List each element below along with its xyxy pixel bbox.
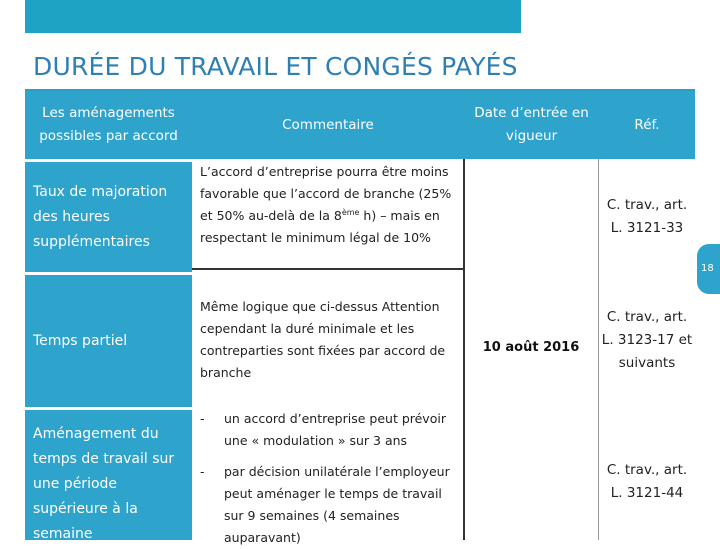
header-ref: Réf. xyxy=(599,91,695,159)
comment-temps-partiel: Même logique que ci-dessus Attention cependant la duré minimale et les contreparties sont fixées par accord de branche xyxy=(200,299,446,380)
comment-majoration-text-end: h) – mais en respectant le minimum légal de 10% xyxy=(200,208,440,245)
list-item xyxy=(200,461,458,549)
comment-majoration xyxy=(192,160,464,270)
header-amenagements: Les aménagements possibles par accord xyxy=(25,91,192,159)
ref-temps-partiel: C. trav., art. L. 3123-17 et suivants xyxy=(601,309,693,371)
comment-amenagement xyxy=(192,408,464,545)
list-item-text: par décision unilatérale l’employeur peut aménager le temps de travail sur 9 semaines (4 semaines auparavant) xyxy=(224,464,450,545)
list-dash: - xyxy=(200,464,205,479)
slide-title: DURÉE DU TRAVAIL ET CONGÉS PAYÉS xyxy=(33,52,518,81)
header-commentaire: Commentaire xyxy=(192,91,464,159)
top-accent-bar xyxy=(25,0,521,33)
list-item-text: un accord d’entreprise peut prévoir une « modulation » sur 3 ans xyxy=(224,411,446,448)
ref-amenagement: C. trav., art. L. 3121-44 xyxy=(606,462,688,501)
comment-majoration-text: L’accord d’entreprise pourra être moins favorable que l’accord de branche (25% et 50% au-delà de la 8 xyxy=(200,164,452,223)
row-label-majoration: Taux de majoration des heures supplémentaires xyxy=(25,159,192,272)
header-date-entree: Date d’entrée en vigueur xyxy=(464,91,599,159)
row-label-temps-partiel: Temps partiel xyxy=(25,272,192,407)
superscript-eme: ème xyxy=(341,207,360,217)
row-label-amenagement: Aménagement du temps de travail sur une période supérieure à la semaine xyxy=(25,407,192,540)
ref-majoration: C. trav., art. L. 3121-33 xyxy=(606,197,688,236)
date-entree-value: 10 août 2016 xyxy=(482,340,580,355)
list-item xyxy=(200,408,458,452)
page-number-badge: 18 xyxy=(697,244,720,294)
list-dash: - xyxy=(200,411,205,426)
